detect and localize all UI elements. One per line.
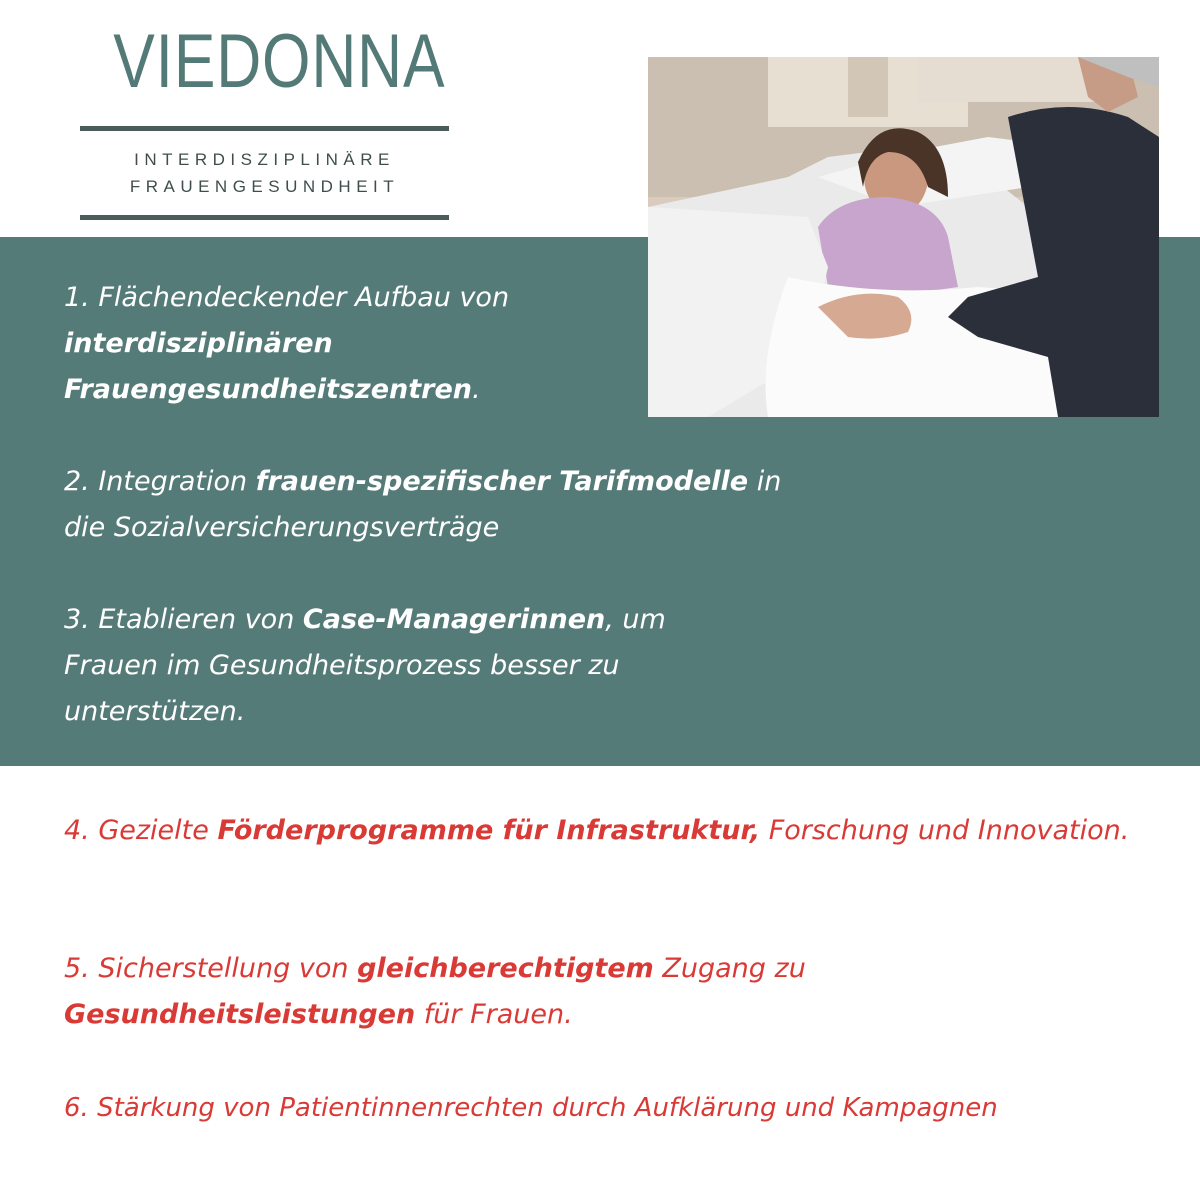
top-rule bbox=[80, 126, 449, 131]
item-3-end: , um Frauen im Gesundheitsprozess besser zu unterstützen. bbox=[64, 604, 666, 727]
item-3-text: 3. Etablieren von bbox=[64, 604, 295, 635]
list-item-2 bbox=[64, 459, 824, 551]
item-5-bold: gleichberechtigtem bbox=[357, 953, 654, 984]
item-2-bold: frauen-spezifischer Tarifmodelle bbox=[255, 466, 749, 497]
item-2-text: 2. Integration bbox=[64, 466, 248, 497]
brand-subtitle-line2: FRAUENGESUNDHEIT bbox=[129, 177, 400, 196]
list-item-3 bbox=[64, 597, 764, 735]
item-5-bold-2: Gesundheitsleistungen bbox=[64, 999, 416, 1030]
bottom-rule bbox=[80, 215, 449, 220]
list-item-4 bbox=[64, 808, 1144, 854]
hospital-bed-photo bbox=[648, 57, 1159, 417]
item-4-text: 4. Gezielte bbox=[64, 815, 209, 846]
brand-subtitle-line1: INTERDISZIPLINÄRE bbox=[134, 150, 395, 169]
list-item-1 bbox=[64, 275, 624, 413]
list-item-5 bbox=[64, 946, 1144, 1038]
item-1-bold: interdisziplinären Frauengesundheitszentren bbox=[64, 328, 473, 405]
list-item-6 bbox=[64, 1085, 1164, 1131]
brand-title: VIEDONNA bbox=[113, 19, 446, 104]
item-1-end: . bbox=[472, 374, 481, 405]
item-1-text: 1. Flächendeckender Aufbau von bbox=[64, 282, 510, 313]
item-2-end: in die Sozialversicherungsverträge bbox=[64, 466, 782, 543]
item-3-bold: Case-Managerinnen bbox=[302, 604, 606, 635]
item-6-text: 6. Stärkung von Patientinnenrechten durch Aufklärung und Kampagnen bbox=[64, 1093, 998, 1123]
item-4-bold: Förderprogramme für Infrastruktur, bbox=[217, 815, 761, 846]
item-5-mid: Zugang zu bbox=[662, 953, 806, 984]
item-5-text: 5. Sicherstellung von bbox=[64, 953, 349, 984]
item-5-end: für Frauen. bbox=[423, 999, 573, 1030]
item-4-end: Forschung und Innovation. bbox=[768, 815, 1130, 846]
